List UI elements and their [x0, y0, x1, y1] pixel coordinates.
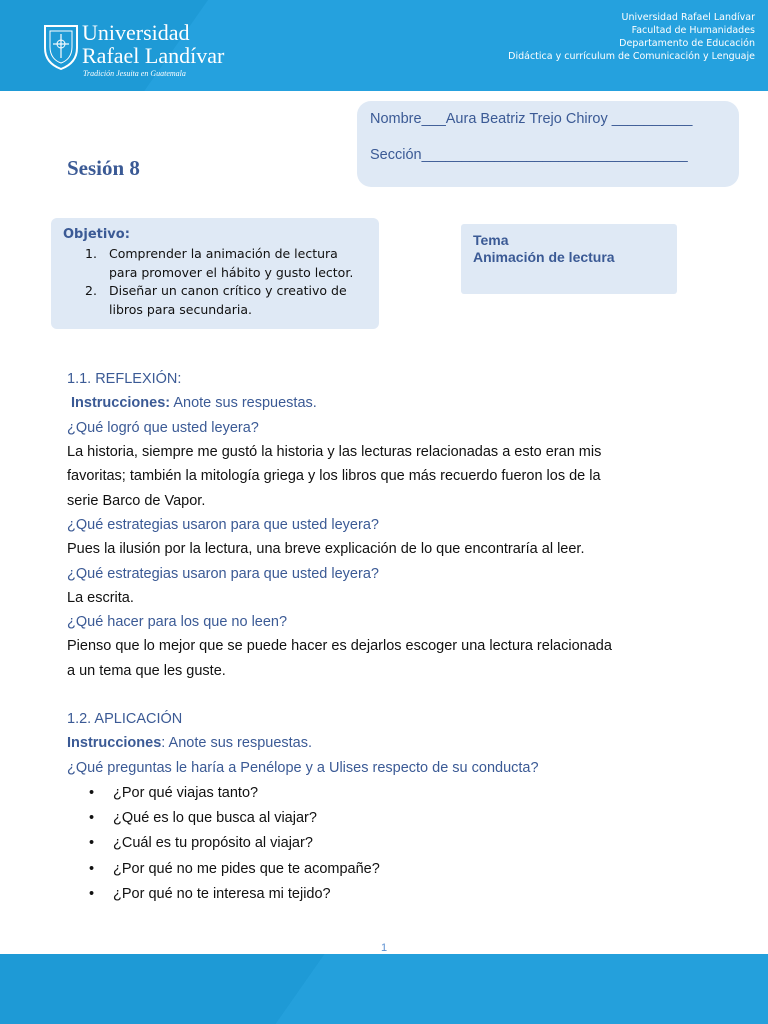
- reflection-heading: 1.1. REFLEXIÓN:: [67, 371, 182, 387]
- university-name-line2: Rafael Landívar: [82, 43, 225, 68]
- instructions-label: Instrucciones: [67, 735, 162, 751]
- university-seal-icon: [41, 22, 81, 70]
- bullet-item: ¿Por qué no me pides que te acompañe?: [113, 861, 380, 877]
- bullet-icon: •: [89, 886, 95, 902]
- bullet-item: ¿Cuál es tu propósito al viajar?: [113, 835, 313, 851]
- objective-number: 1.: [85, 246, 97, 261]
- bullet-icon: •: [89, 861, 95, 877]
- objective-item: [85, 282, 370, 319]
- bullet-item: ¿Por qué viajas tanto?: [113, 785, 259, 801]
- page-footer: [0, 954, 768, 1024]
- org-line: Facultad de Humanidades: [631, 25, 755, 36]
- org-line: Departamento de Educación: [619, 38, 755, 49]
- student-name-field: Nombre___Aura Beatriz Trejo Chiroy __________: [370, 111, 693, 127]
- question-4: ¿Qué hacer para los que no leen?: [67, 614, 288, 630]
- objective-item: [85, 245, 370, 282]
- bullet-item: ¿Qué es lo que busca al viajar?: [113, 810, 317, 826]
- answer-2: Pues la ilusión por la lectura, una breve explicación de lo que encontraría al leer.: [67, 541, 585, 557]
- objective-text: Comprender la animación de lectura para promover el hábito y gusto lector.: [109, 246, 354, 280]
- objective-number: 2.: [85, 283, 97, 298]
- organization-info: [508, 11, 755, 63]
- section-field: Sección_________________________________: [370, 147, 688, 163]
- university-tagline: Tradición Jesuita en Guatemala: [83, 69, 186, 78]
- page-number: 1: [380, 942, 388, 954]
- question-1: ¿Qué logró que usted leyera?: [67, 420, 259, 436]
- application-heading: 1.2. APLICACIÓN: [67, 711, 183, 727]
- instructions-text: : Anote sus respuestas.: [161, 735, 313, 751]
- bullet-icon: •: [89, 810, 95, 826]
- objective-list: [85, 245, 370, 319]
- page-header: [0, 0, 768, 91]
- application-question: ¿Qué preguntas le haría a Penélope y a Ulises respecto de su conducta?: [67, 760, 539, 776]
- bullet-icon: •: [89, 835, 95, 851]
- application-instructions: [67, 735, 312, 751]
- answer-4-line: a un tema que les guste.: [67, 663, 226, 679]
- org-line: Didáctica y currículum de Comunicación y Lenguaje: [508, 51, 755, 62]
- topic-value: Animación de lectura: [473, 249, 615, 265]
- question-3: ¿Qué estrategias usaron para que usted leyera?: [67, 566, 379, 582]
- university-name: [82, 21, 224, 67]
- bullet-item: ¿Por qué no te interesa mi tejido?: [113, 886, 331, 902]
- bullet-icon: •: [89, 785, 95, 801]
- university-name-line1: Universidad: [82, 20, 190, 45]
- question-2: ¿Qué estrategias usaron para que usted leyera?: [67, 517, 379, 533]
- org-line: Universidad Rafael Landívar: [621, 12, 755, 23]
- instructions-text: Anote sus respuestas.: [170, 395, 317, 411]
- answer-1-line: favoritas; también la mitología griega y los libros que más recuerdo fueron los de la: [67, 468, 601, 484]
- reflection-instructions: [71, 395, 317, 411]
- instructions-label: Instrucciones:: [71, 395, 171, 411]
- topic-label: Tema: [473, 232, 509, 248]
- answer-1-line: serie Barco de Vapor.: [67, 493, 206, 509]
- answer-1-line: La historia, siempre me gustó la historia y las lecturas relacionadas a esto eran mis: [67, 444, 602, 460]
- objective-text: Diseñar un canon crítico y creativo de libros para secundaria.: [109, 283, 347, 317]
- session-title: Sesión 8: [67, 156, 140, 180]
- footer-decoration: [275, 954, 768, 1024]
- answer-4-line: Pienso que lo mejor que se puede hacer es dejarlos escoger una lectura relacionada: [67, 638, 612, 654]
- answer-3: La escrita.: [67, 590, 134, 606]
- objective-title: Objetivo:: [63, 227, 130, 242]
